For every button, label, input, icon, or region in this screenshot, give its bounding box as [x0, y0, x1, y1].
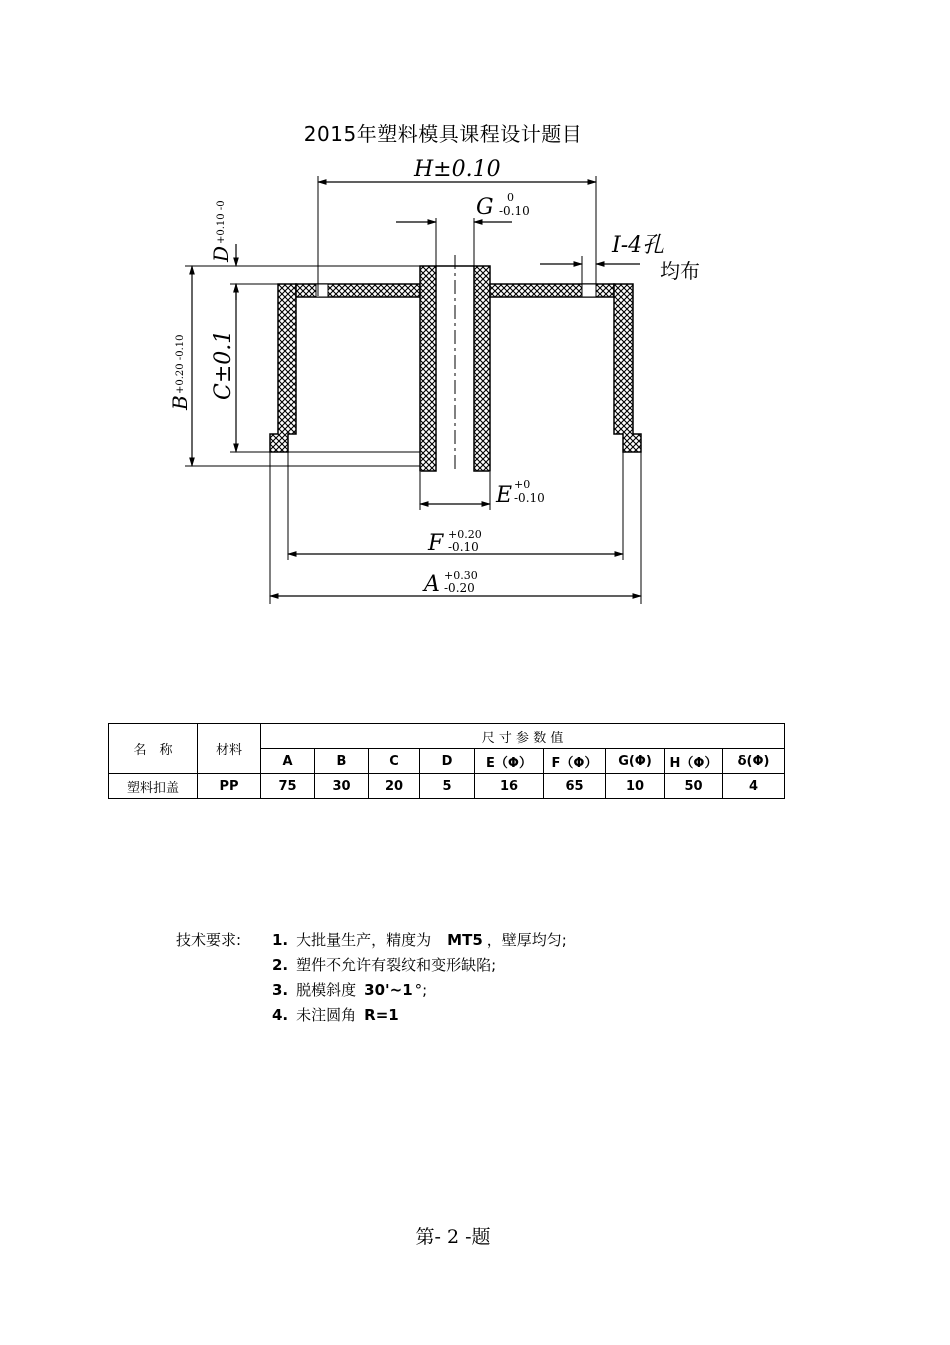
dim-f-upper: +0.20	[448, 528, 482, 541]
item-number: 1.	[272, 931, 289, 949]
item-text: 脱模斜度	[296, 981, 357, 999]
list-item	[176, 1003, 567, 1028]
dim-e-upper: +0	[514, 478, 531, 491]
parameter-table	[108, 723, 785, 799]
page-number: 第- 2 -题	[415, 1226, 491, 1248]
dim-e-label: E	[496, 483, 513, 508]
item-number: 4.	[272, 1006, 289, 1024]
dim-g-lower: -0.10	[499, 204, 530, 218]
param-value: 65	[544, 774, 606, 799]
item-number: 2.	[272, 956, 289, 974]
param-value: 50	[665, 774, 723, 799]
document-title: 2015年塑料模具课程设计题目	[303, 122, 583, 146]
dim-f-lower: -0.10	[448, 540, 479, 554]
dim-f-label: F	[428, 531, 444, 556]
header-params: 尺 寸 参 数 值	[261, 724, 785, 749]
dim-d-tol: +0.10 -0	[216, 200, 227, 244]
dim-a-lower: -0.20	[444, 581, 475, 595]
dim-i-note: 均布	[660, 259, 700, 283]
param-value: 75	[261, 774, 315, 799]
header-name: 名 称	[109, 724, 198, 774]
dim-g-label: G	[476, 195, 494, 220]
dim-a-upper: +0.30	[444, 569, 478, 582]
list-item	[176, 928, 567, 953]
dim-i-label: I-4孔	[612, 233, 665, 258]
technical-requirements	[176, 928, 567, 1028]
dim-b-tol: +0.20 -0.10	[175, 334, 186, 394]
item-number: 3.	[272, 981, 289, 999]
header-material: 材料	[198, 724, 261, 774]
dim-c-label: C±0.1	[211, 329, 236, 400]
item-bold: R=1	[364, 1006, 399, 1024]
row-material: PP	[198, 774, 261, 799]
table-row	[109, 774, 785, 799]
param-value: 5	[420, 774, 475, 799]
dim-g-upper: 0	[507, 191, 514, 204]
param-value: 20	[369, 774, 420, 799]
list-item	[176, 953, 567, 978]
list-item	[176, 978, 567, 1003]
param-header: C	[369, 749, 420, 774]
item-text: °;	[414, 981, 428, 999]
param-value: 30	[315, 774, 369, 799]
dim-h-label: H±0.10	[414, 157, 501, 182]
param-header: A	[261, 749, 315, 774]
item-text: 未注圆角	[296, 1006, 357, 1024]
dim-a-label: A	[424, 572, 440, 597]
param-header: H（Φ）	[665, 749, 723, 774]
param-header: G(Φ)	[606, 749, 665, 774]
item-text: 塑件不允许有裂纹和变形缺陷;	[296, 956, 497, 974]
param-header: B	[315, 749, 369, 774]
param-header: D	[420, 749, 475, 774]
part-drawing	[0, 0, 950, 640]
dim-e-lower: -0.10	[514, 491, 545, 505]
dim-d-label: D	[209, 245, 233, 262]
param-value: 4	[723, 774, 785, 799]
item-bold: 30'~1	[364, 981, 413, 999]
param-value: 16	[475, 774, 544, 799]
param-header: F（Φ）	[544, 749, 606, 774]
dim-b-label: B	[168, 395, 192, 410]
param-header: δ(Φ)	[723, 749, 785, 774]
param-value: 10	[606, 774, 665, 799]
row-name: 塑料扣盖	[109, 774, 198, 799]
item-text: 大批量生产，精度为	[296, 931, 432, 949]
item-text: ，壁厚均匀;	[486, 931, 567, 949]
param-header: E（Φ）	[475, 749, 544, 774]
tech-label: 技术要求:	[176, 931, 242, 949]
item-bold: MT5	[447, 931, 483, 949]
